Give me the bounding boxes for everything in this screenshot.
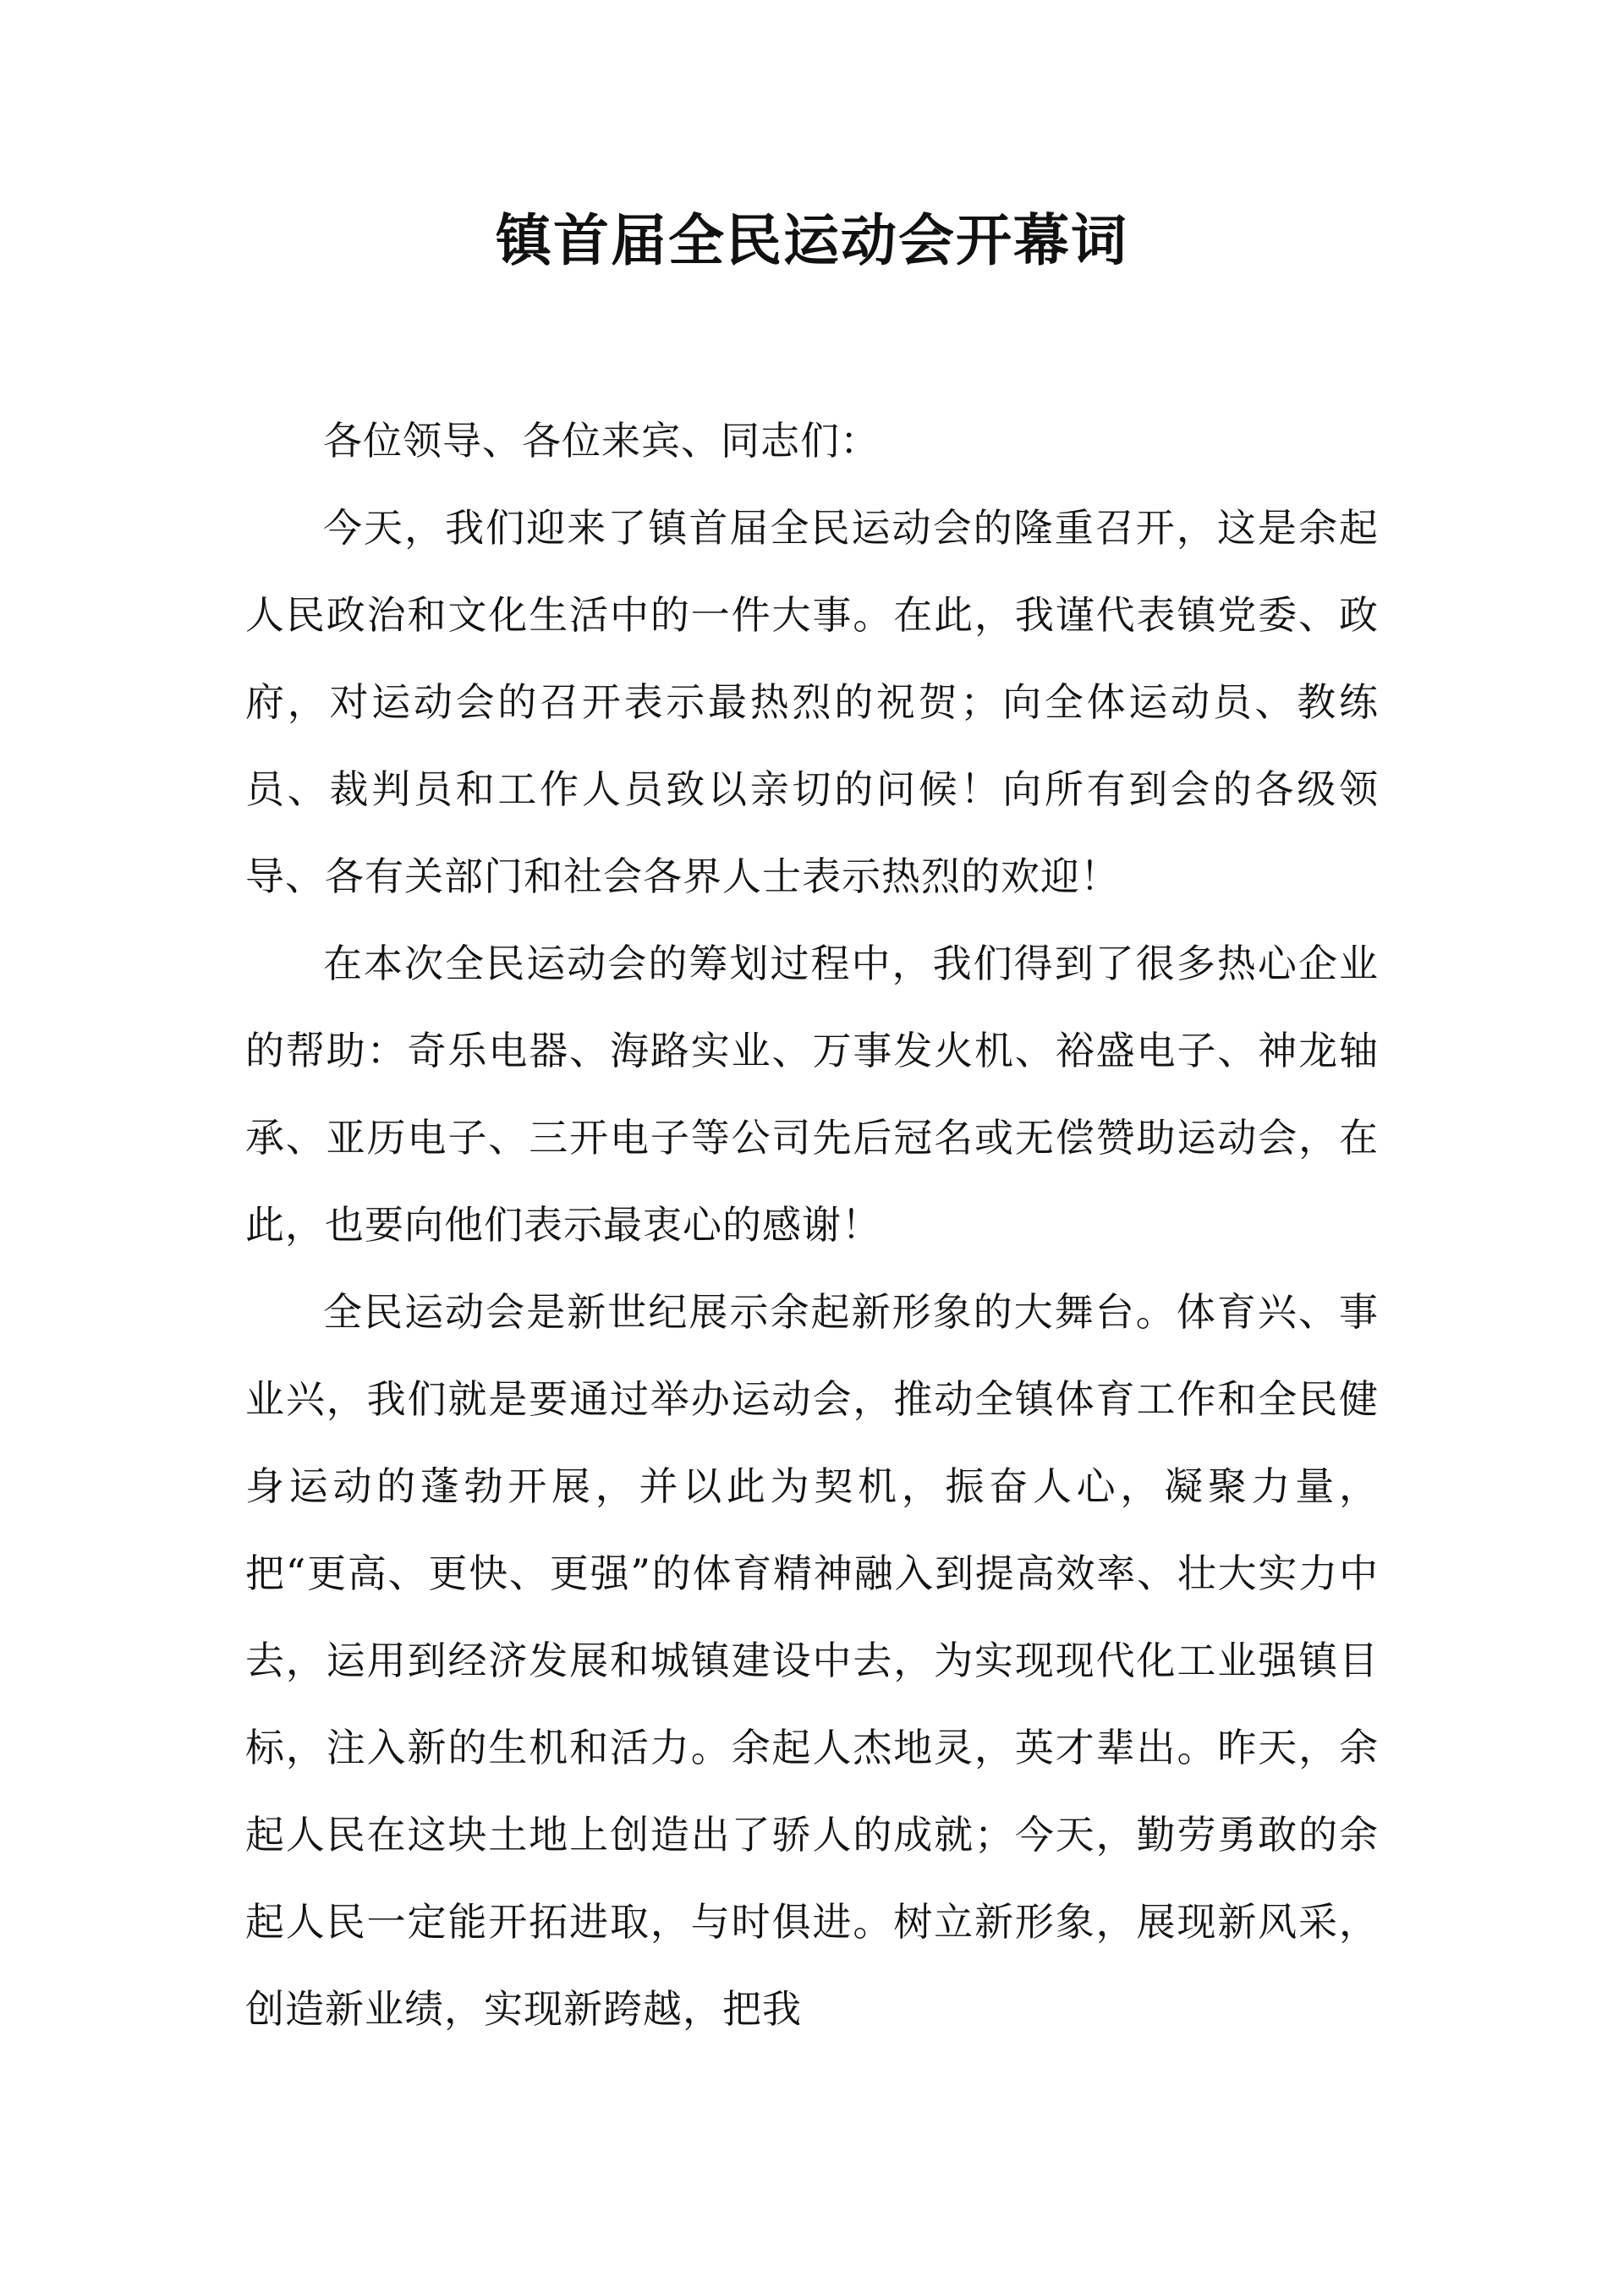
document-body <box>245 398 1379 2053</box>
body-paragraph-significance: 全民运动会是新世纪展示余起新形象的大舞台。体育兴、事业兴，我们就是要通过举办运动会，推动全镇体育工作和全民健身运动的蓬勃开展，并以此为契机，振奋人心，凝聚力量，把“更高、更快、更强”的体育精神融入到提高效率、壮大实力中去，运用到经济发展和城镇建设中去，为实现现代化工业强镇目标，注入新的生机和活力。余起人杰地灵，英才辈出。昨天，余起人民在这块土地上创造出了骄人的成就；今天，勤劳勇敢的余起人民一定能开拓进取，与时俱进。树立新形象，展现新风采，创造新业绩，实现新跨越，把我 <box>245 1289 1379 2032</box>
salutation-paragraph: 各位领导、各位来宾、同志们： <box>323 418 880 464</box>
body-paragraph-welcome: 今天，我们迎来了镇首届全民运动会的隆重召开，这是余起人民政治和文化生活中的一件大事。在此，我谨代表镇党委、政府，对运动会的召开表示最热烈的祝贺；向全体运动员、教练员、裁判员和工作人员致以亲切的问候！向所有到会的各级领导、各有关部门和社会各界人士表示热烈的欢迎！ <box>245 505 1379 899</box>
document-title: 镇首届全民运动会开幕词 <box>496 208 1128 273</box>
body-paragraph-sponsors: 在本次全民运动会的筹划过程中，我们得到了很多热心企业的帮助：奇乐电器、海路实业、万事发火机、裕盛电子、神龙轴承、亚历电子、三开电子等公司先后冠名或无偿赞助运动会，在此，也要向他们表示最衷心的感谢！ <box>245 941 1379 1248</box>
